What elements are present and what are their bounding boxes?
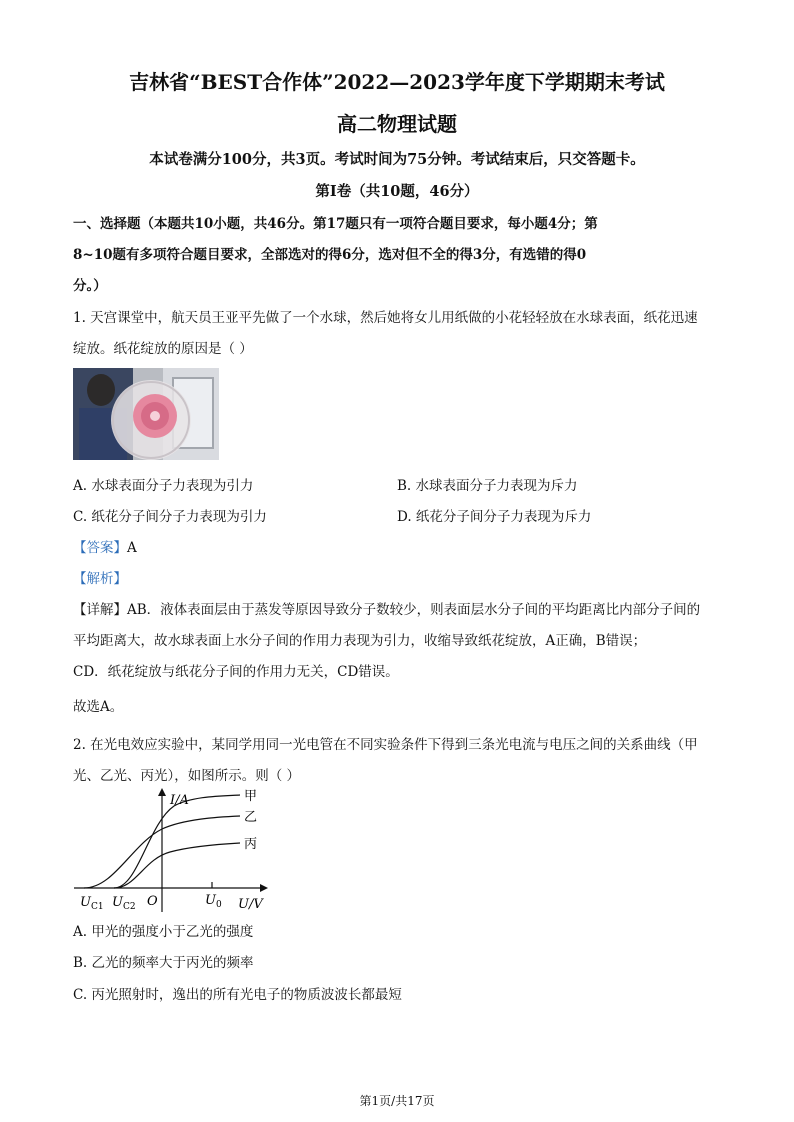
- y-axis-label: I/A: [170, 793, 189, 808]
- q1-detail-line-3: CD．纸花绽放与纸花分子间的作用力无关，CD错误。: [73, 664, 399, 680]
- series-label-yi: 乙: [244, 810, 258, 825]
- q1-option-b: B. 水球表面分子力表现为斥力: [397, 478, 578, 494]
- volume-heading: 第Ⅰ卷（共10题，46分）: [315, 183, 479, 200]
- series-label-bing: 丙: [244, 837, 258, 852]
- section-heading-line-1: 一、选择题（本题共10小题，共46分。第17题只有一项符合题目要求，每小题4分；第: [73, 216, 598, 232]
- tick-label-origin: O: [147, 894, 158, 909]
- tick-label-u0: $U_0$: [205, 893, 222, 910]
- analysis-label: 【解析】: [73, 571, 127, 587]
- q1-detail-line-2: 平均距离大，故水球表面上水分子间的作用力表现为引力，收缩导致纸花绽放，A正确，B错误；: [73, 633, 647, 649]
- exam-title: 吉林省“BEST合作体”2022—2023学年度下学期期末考试: [129, 70, 665, 94]
- series-curve-bing: [114, 843, 240, 888]
- section-heading-line-3: 分。）: [73, 278, 107, 294]
- q1-stem-line-1: 1. 天宫课堂中，航天员王亚平先做了一个水球，然后她将女儿用纸做的小花轻轻放在水球表面，纸花迅速: [73, 310, 698, 326]
- q2-option-b: B. 乙光的频率大于丙光的频率: [73, 955, 254, 971]
- q2-stem-line-1: 2. 在光电效应实验中，某同学用同一光电管在不同实验条件下得到三条光电流与电压之间的关系曲线（甲: [73, 737, 698, 753]
- x-axis-label: U/V: [238, 897, 263, 912]
- photoelectric-iv-chart: [72, 784, 272, 914]
- q1-detail-line-4: 故选A。: [73, 699, 124, 715]
- tick-label-uc1: $U_{C1}$: [80, 895, 104, 912]
- exam-subtitle: 高二物理试题: [337, 112, 457, 136]
- answer-value: A: [127, 540, 137, 556]
- series-curve-jia: [114, 795, 240, 888]
- page-footer: 第1页/共17页: [359, 1094, 435, 1108]
- q1-option-a: A. 水球表面分子力表现为引力: [73, 478, 254, 494]
- series-label-jia: 甲: [244, 789, 258, 804]
- y-axis-arrow: [158, 788, 166, 796]
- q2-stem-line-2: 光、乙光、丙光），如图所示。则（ ）: [73, 768, 301, 784]
- tiangong-water-ball-photo: [73, 368, 219, 460]
- answer-label: 【答案】: [73, 540, 127, 556]
- q1-option-d: D. 纸花分子间分子力表现为斥力: [397, 509, 592, 525]
- section-heading-line-2: 8~10题有多项符合题目要求，全部选对的得6分，选对但不全的得3分，有选错的得0: [73, 247, 587, 263]
- q1-answer: [73, 536, 137, 556]
- q2-option-a: A. 甲光的强度小于乙光的强度: [73, 924, 254, 940]
- exam-info: 本试卷满分100分，共3页。考试时间为75分钟。考试结束后，只交答题卡。: [149, 151, 645, 168]
- q1-option-c: C. 纸花分子间分子力表现为引力: [73, 509, 267, 525]
- q1-stem-line-2: 绽放。纸花绽放的原因是（ ）: [73, 341, 253, 357]
- q1-detail-line-1: 【详解】AB．液体表面层由于蒸发等原因导致分子数较少，则表面层水分子间的平均距离比内部分子间的: [73, 602, 701, 618]
- x-axis-arrow: [260, 884, 268, 892]
- tick-label-uc2: $U_{C2}$: [112, 895, 136, 912]
- q2-option-c: C. 丙光照射时，逸出的所有光电子的物质波波长都最短: [73, 987, 402, 1003]
